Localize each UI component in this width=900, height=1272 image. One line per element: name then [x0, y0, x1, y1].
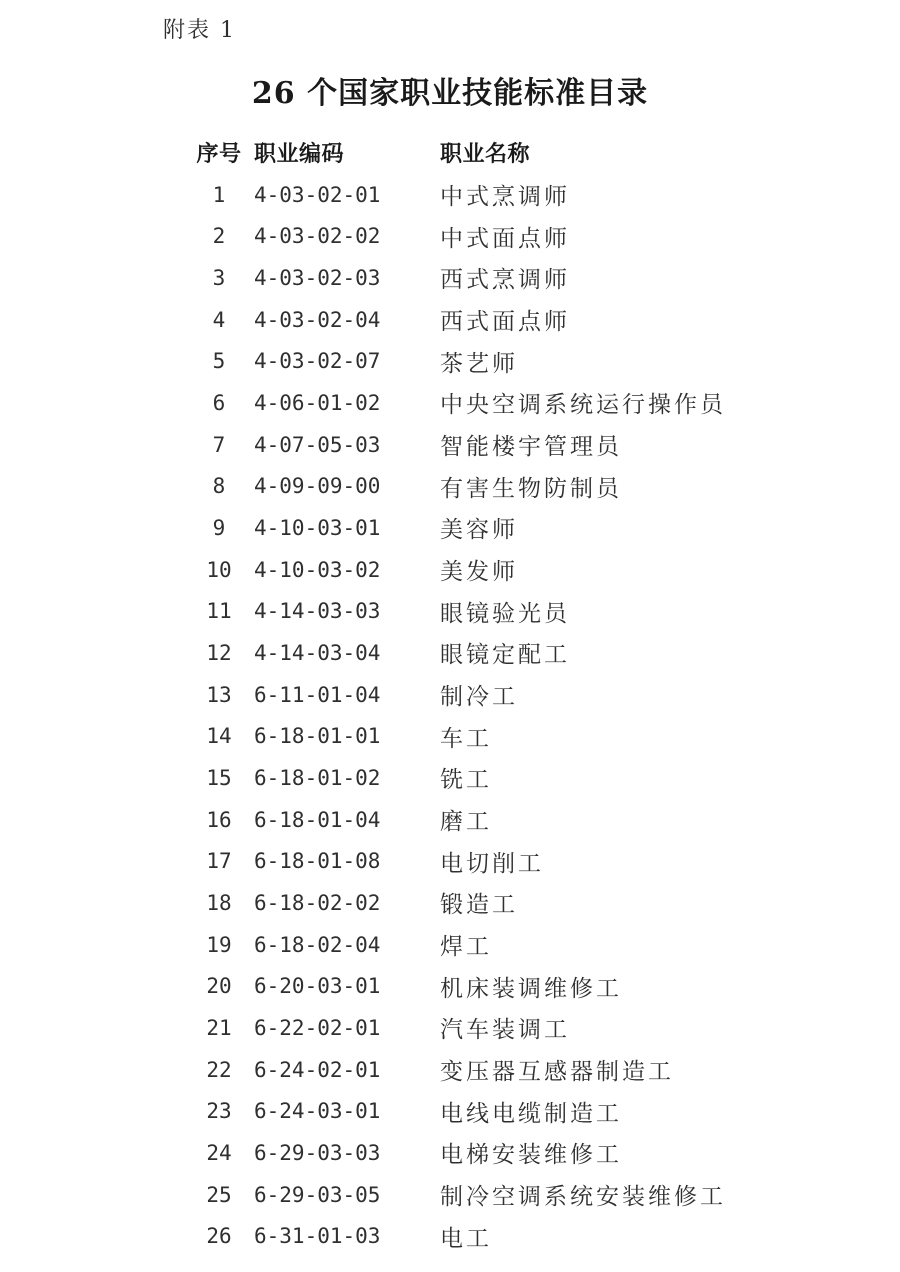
row-index: 20 [206, 974, 232, 999]
table-row [196, 715, 856, 757]
table-row [196, 1007, 856, 1049]
row-name: 美发师 [440, 559, 518, 586]
row-code: 6-18-01-08 [254, 849, 381, 874]
row-name: 西式面点师 [440, 309, 570, 336]
row-code: 6-22-02-01 [254, 1015, 381, 1040]
row-index: 16 [206, 807, 232, 832]
row-code: 6-20-03-01 [254, 974, 381, 999]
row-code: 4-03-02-01 [254, 182, 381, 207]
table-row [196, 340, 856, 382]
table-row [196, 757, 856, 799]
table-row [196, 465, 856, 507]
row-name: 电线电缆制造工 [440, 1100, 622, 1127]
row-index: 8 [212, 474, 226, 499]
row-index: 3 [212, 265, 226, 290]
row-index: 19 [206, 932, 232, 957]
table-body [196, 174, 856, 1257]
table-row [196, 1174, 856, 1216]
row-name: 制冷空调系统安装维修工 [440, 1184, 726, 1211]
row-index: 6 [212, 390, 226, 415]
row-code: 4-14-03-03 [254, 599, 381, 624]
column-header-name: 职业名称 [440, 142, 531, 168]
row-code: 6-11-01-04 [254, 682, 381, 707]
row-name: 中式面点师 [440, 225, 570, 252]
row-name: 美容师 [440, 517, 518, 544]
row-name: 磨工 [440, 809, 492, 836]
row-code: 6-18-02-04 [254, 932, 381, 957]
row-code: 6-18-01-04 [254, 807, 381, 832]
table-row [196, 632, 856, 674]
table-row [196, 424, 856, 466]
row-code: 6-24-03-01 [254, 1099, 381, 1124]
table-row [196, 799, 856, 841]
table-row [196, 1049, 856, 1091]
row-index: 22 [206, 1057, 232, 1082]
row-code: 4-03-02-04 [254, 307, 381, 332]
row-name: 汽车装调工 [440, 1017, 570, 1044]
table-row [196, 924, 856, 966]
row-name: 有害生物防制员 [440, 475, 622, 502]
table-row [196, 674, 856, 716]
table-row [196, 965, 856, 1007]
row-name: 中央空调系统运行操作员 [440, 392, 726, 419]
row-index: 18 [206, 890, 232, 915]
row-index: 1 [212, 182, 226, 207]
row-code: 4-09-09-00 [254, 474, 381, 499]
row-code: 4-03-02-03 [254, 265, 381, 290]
row-index: 21 [206, 1015, 232, 1040]
row-name: 机床装调维修工 [440, 975, 622, 1002]
table-row [196, 882, 856, 924]
row-code: 6-29-03-03 [254, 1140, 381, 1165]
row-code: 6-31-01-03 [254, 1224, 381, 1249]
page-title: 26 个国家职业技能标准目录 [251, 76, 649, 111]
table-row [196, 174, 856, 216]
table-header-row [196, 132, 856, 174]
table-row [196, 1215, 856, 1257]
row-name: 制冷工 [440, 684, 518, 711]
row-code: 6-29-03-05 [254, 1182, 381, 1207]
row-code: 6-24-02-01 [254, 1057, 381, 1082]
table-row [196, 257, 856, 299]
row-name: 铣工 [440, 767, 492, 794]
table-row [196, 215, 856, 257]
table-row [196, 549, 856, 591]
row-index: 25 [206, 1182, 232, 1207]
table-row [196, 507, 856, 549]
column-header-code: 职业编码 [254, 142, 345, 168]
row-code: 4-07-05-03 [254, 432, 381, 457]
row-name: 中式烹调师 [440, 184, 570, 210]
row-index: 9 [212, 515, 226, 540]
row-name: 变压器互感器制造工 [440, 1059, 674, 1086]
row-index: 5 [212, 349, 226, 374]
row-code: 4-14-03-04 [254, 640, 381, 665]
row-index: 24 [206, 1140, 232, 1165]
table-row [196, 590, 856, 632]
row-name: 智能楼宇管理员 [440, 434, 622, 461]
row-index: 4 [212, 307, 226, 332]
table-row [196, 382, 856, 424]
row-index: 14 [206, 724, 232, 749]
row-code: 4-10-03-02 [254, 557, 381, 582]
table-row [196, 299, 856, 341]
row-index: 13 [206, 682, 232, 707]
row-name: 锻造工 [440, 892, 518, 919]
row-name: 电切削工 [440, 850, 544, 877]
column-header-index: 序号 [196, 142, 242, 168]
row-index: 23 [206, 1099, 232, 1124]
row-index: 7 [212, 432, 226, 457]
row-index: 11 [206, 599, 232, 624]
row-name: 眼镜验光员 [440, 600, 570, 627]
table-row [196, 840, 856, 882]
row-index: 17 [206, 849, 232, 874]
row-code: 4-06-01-02 [254, 390, 381, 415]
row-code: 4-03-02-07 [254, 349, 381, 374]
row-name: 电梯安装维修工 [440, 1142, 622, 1169]
row-index: 15 [206, 765, 232, 790]
row-name: 茶艺师 [440, 350, 518, 377]
table-row [196, 1132, 856, 1174]
appendix-label: 附表 1 [163, 18, 236, 43]
row-name: 眼镜定配工 [440, 642, 570, 669]
row-name: 焊工 [440, 934, 492, 961]
row-index: 12 [206, 640, 232, 665]
row-name: 电工 [440, 1225, 492, 1252]
standards-table [196, 132, 856, 1257]
row-index: 10 [206, 557, 232, 582]
row-index: 2 [212, 224, 226, 249]
row-code: 4-03-02-02 [254, 224, 381, 249]
row-code: 6-18-02-02 [254, 890, 381, 915]
row-name: 西式烹调师 [440, 267, 570, 294]
row-code: 6-18-01-02 [254, 765, 381, 790]
row-index: 26 [206, 1224, 232, 1249]
row-code: 6-18-01-01 [254, 724, 381, 749]
row-name: 车工 [440, 725, 492, 752]
row-code: 4-10-03-01 [254, 515, 381, 540]
table-row [196, 1090, 856, 1132]
